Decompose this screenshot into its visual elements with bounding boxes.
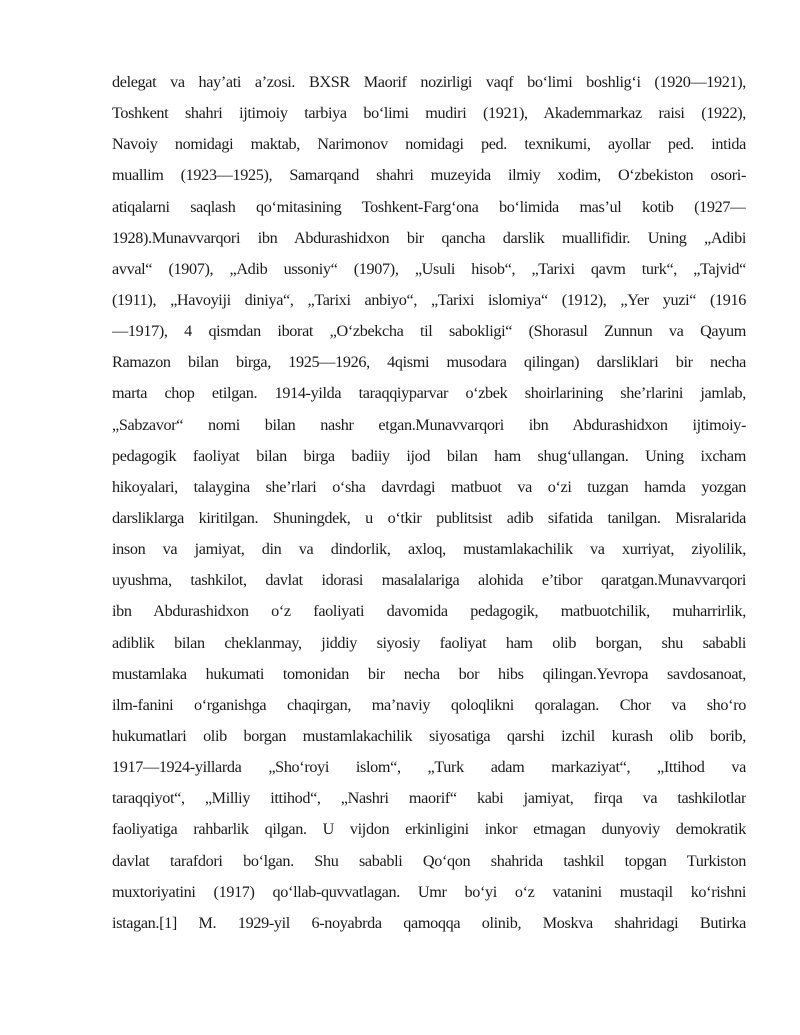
text-line: ibn Abdurashidxon o‘z faoliyati davomida pedagogik, matbuotchilik, muharrirlik,	[112, 602, 746, 621]
text-line: atiqalarni saqlash qo‘mitasining Toshkent-Farg‘ona bo‘limida mas’ul kotib (1927—	[112, 197, 746, 216]
text-line: pedagogik faoliyat bilan birga badiiy ijod bilan ham shug‘ullangan. Uning ixcham	[112, 446, 746, 465]
text-line: (1911), „Havoyiji diniya“, „Tarixi anbiyo“, „Tarixi islomiya“ (1912), „Yer yuzi“ (1916	[112, 290, 746, 309]
text-line: marta chop etilgan. 1914-yilda taraqqiyparvar o‘zbek shoirlarining she’rlarini jamlab,	[112, 384, 746, 403]
text-line: inson va jamiyat, din va dindorlik, axloq, mustamlakachilik va xurriyat, ziyolilik,	[112, 540, 746, 559]
text-line: avval“ (1907), „Adib ussoniy“ (1907), „Usuli hisob“, „Tarixi qavm turk“, „Tajvid“	[112, 259, 746, 278]
text-line: davlat tarafdori bo‘lgan. Shu sababli Qo‘qon shahrida tashkil topgan Turkiston	[112, 851, 746, 870]
text-line: taraqqiyot“, „Milliy ittihod“, „Nashri maorif“ kabi jamiyat, firqa va tashkilotlar	[112, 789, 746, 808]
text-line: 1917—1924-yillarda „Sho‘royi islom“, „Turk adam markaziyat“, „Ittihod va	[112, 758, 746, 777]
text-line: Navoiy nomidagi maktab, Narimonov nomidagi ped. texnikumi, ayollar ped. intida	[112, 135, 746, 154]
body-text	[112, 67, 746, 939]
text-line: delegat va hay’ati a’zosi. BXSR Maorif nozirligi vaqf bo‘limi boshlig‘i (1920—1921),	[112, 73, 746, 91]
text-line: muallim (1923—1925), Samarqand shahri muzeyida ilmiy xodim, O‘zbekiston osori-	[112, 166, 746, 185]
text-line: Ramazon bilan birga, 1925—1926, 4qismi musodara qilingan) darsliklari bir necha	[112, 353, 746, 372]
text-line: darsliklarga kiritilgan. Shuningdek, u o‘tkir publitsist adib sifatida tanilgan. Misralarida	[112, 508, 746, 527]
text-line: Toshkent shahri ijtimoiy tarbiya bo‘limi mudiri (1921), Akademmarkaz raisi (1922),	[112, 104, 746, 123]
text-line: muxtoriyatini (1917) qo‘llab-quvvatlagan. Umr bo‘yi o‘z vatanini mustaqil ko‘rishni	[112, 882, 746, 901]
text-line: mustamlaka hukumati tomonidan bir necha bor hibs qilingan.Yevropa savdosanoat,	[112, 664, 746, 683]
text-line: —1917), 4 qismdan iborat „O‘zbekcha til sabokligi“ (Shorasul Zunnun va Qayum	[112, 322, 746, 341]
text-line: hukumatlari olib borgan mustamlakachilik siyosatiga qarshi izchil kurash olib borib,	[112, 726, 746, 745]
text-line: uyushma, tashkilot, davlat idorasi masalalariga alohida e’tibor qaratgan.Munavvarqori	[112, 571, 746, 590]
text-line: faoliyatiga rahbarlik qilgan. U vijdon erkinligini inkor etmagan dunyoviy demokratik	[112, 820, 746, 839]
text-line: ilm-fanini o‘rganishga chaqirgan, ma’naviy qoloqlikni qoralagan. Chor va sho‘ro	[112, 695, 746, 714]
text-line: 1928).Munavvarqori ibn Abdurashidxon bir qancha darslik muallifidir. Uning „Adibi	[112, 228, 746, 247]
text-line: istagan.[1] M. 1929-yil 6-noyabrda qamoqqa olinib, Moskva shahridagi Butirka	[112, 913, 746, 932]
text-line: „Sabzavor“ nomi bilan nashr etgan.Munavvarqori ibn Abdurashidxon ijtimoiy-	[112, 415, 746, 434]
text-line: hikoyalari, talaygina she’rlari o‘sha davrdagi matbuot va o‘zi tuzgan hamda yozgan	[112, 477, 746, 496]
text-line: adiblik bilan cheklanmay, jiddiy siyosiy faoliyat ham olib borgan, shu sababli	[112, 633, 746, 652]
